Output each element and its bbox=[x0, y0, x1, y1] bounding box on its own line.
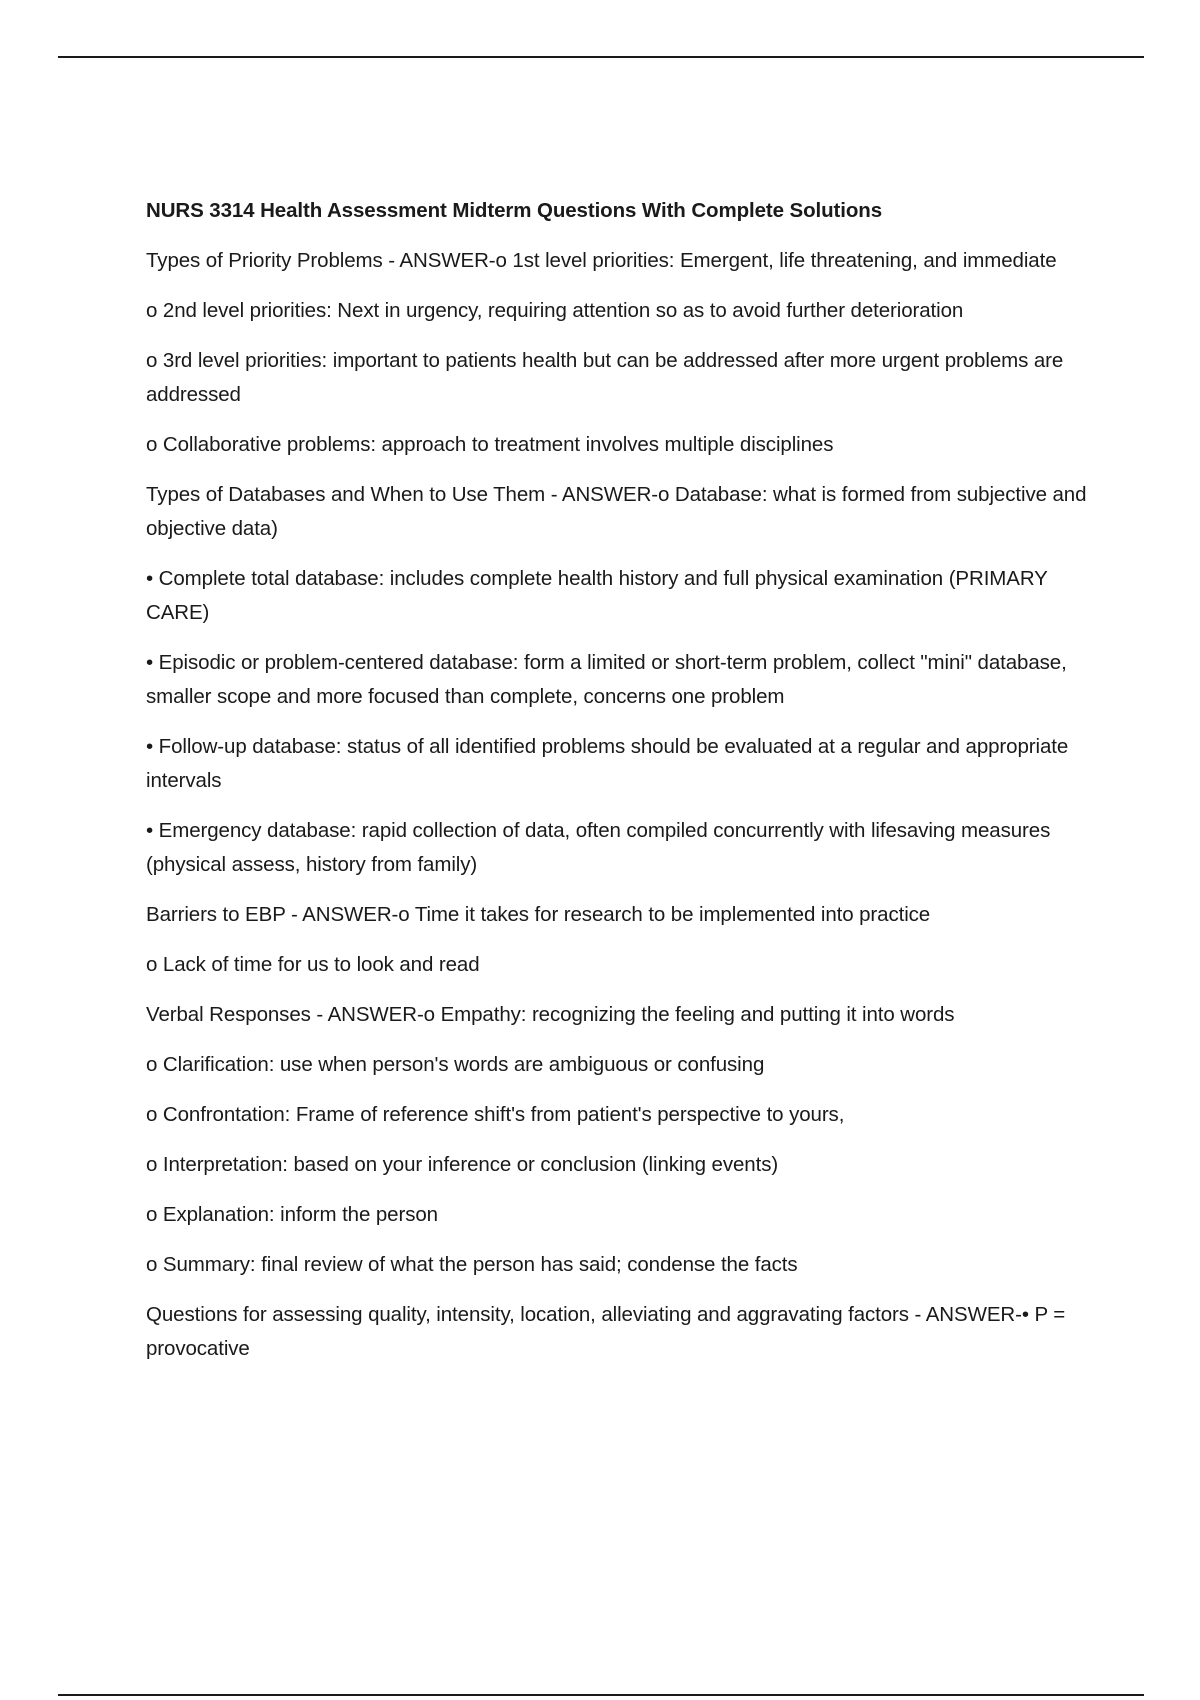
footer-rule bbox=[58, 1694, 1144, 1696]
paragraph-clarification: o Clarification: use when person's words are ambiguous or confusing bbox=[146, 1053, 765, 1076]
paragraph-summary: o Summary: final review of what the person has said; condense the facts bbox=[146, 1253, 798, 1276]
paragraph-follow-up-database: • Follow-up database: status of all identified problems should be evaluated at a regular and appropriate intervals bbox=[146, 735, 1069, 792]
paragraph-emergency-database: • Emergency database: rapid collection of data, often compiled concurrently with lifesaving measures (physical assess, history from family) bbox=[146, 819, 1051, 876]
paragraph-types-of-databases: Types of Databases and When to Use Them - ANSWER-o Database: what is formed from subjective and objective data) bbox=[146, 483, 1087, 540]
document-title: NURS 3314 Health Assessment Midterm Questions With Complete Solutions bbox=[146, 199, 882, 222]
paragraph-interpretation: o Interpretation: based on your inference or conclusion (linking events) bbox=[146, 1153, 779, 1176]
paragraph-2nd-level-priorities: o 2nd level priorities: Next in urgency, requiring attention so as to avoid further deterioration bbox=[146, 299, 964, 322]
paragraph-priority-problems: Types of Priority Problems - ANSWER-o 1st level priorities: Emergent, life threatening, and immediate bbox=[146, 249, 1057, 272]
paragraph-3rd-level-priorities: o 3rd level priorities: important to patients health but can be addressed after more urgent problems are addressed bbox=[146, 349, 1064, 406]
paragraph-lack-of-time: o Lack of time for us to look and read bbox=[146, 953, 480, 976]
paragraph-complete-database: • Complete total database: includes complete health history and full physical examination (PRIMARY CARE) bbox=[146, 567, 1048, 624]
paragraph-explanation: o Explanation: inform the person bbox=[146, 1203, 438, 1226]
document-body bbox=[146, 194, 1106, 1382]
paragraph-barriers-to-ebp: Barriers to EBP - ANSWER-o Time it takes for research to be implemented into practice bbox=[146, 903, 931, 926]
header-rule bbox=[58, 56, 1144, 58]
paragraph-confrontation: o Confrontation: Frame of reference shift's from patient's perspective to yours, bbox=[146, 1103, 845, 1126]
paragraph-verbal-responses: Verbal Responses - ANSWER-o Empathy: recognizing the feeling and putting it into words bbox=[146, 1003, 955, 1026]
paragraph-episodic-database: • Episodic or problem-centered database: form a limited or short-term problem, collect "mini" database, smaller scope and more focused than complete, concerns one problem bbox=[146, 651, 1067, 708]
paragraph-collaborative-problems: o Collaborative problems: approach to treatment involves multiple disciplines bbox=[146, 433, 834, 456]
paragraph-assessing-questions: Questions for assessing quality, intensity, location, alleviating and aggravating factors - ANSWER-• P = provocative bbox=[146, 1303, 1066, 1360]
